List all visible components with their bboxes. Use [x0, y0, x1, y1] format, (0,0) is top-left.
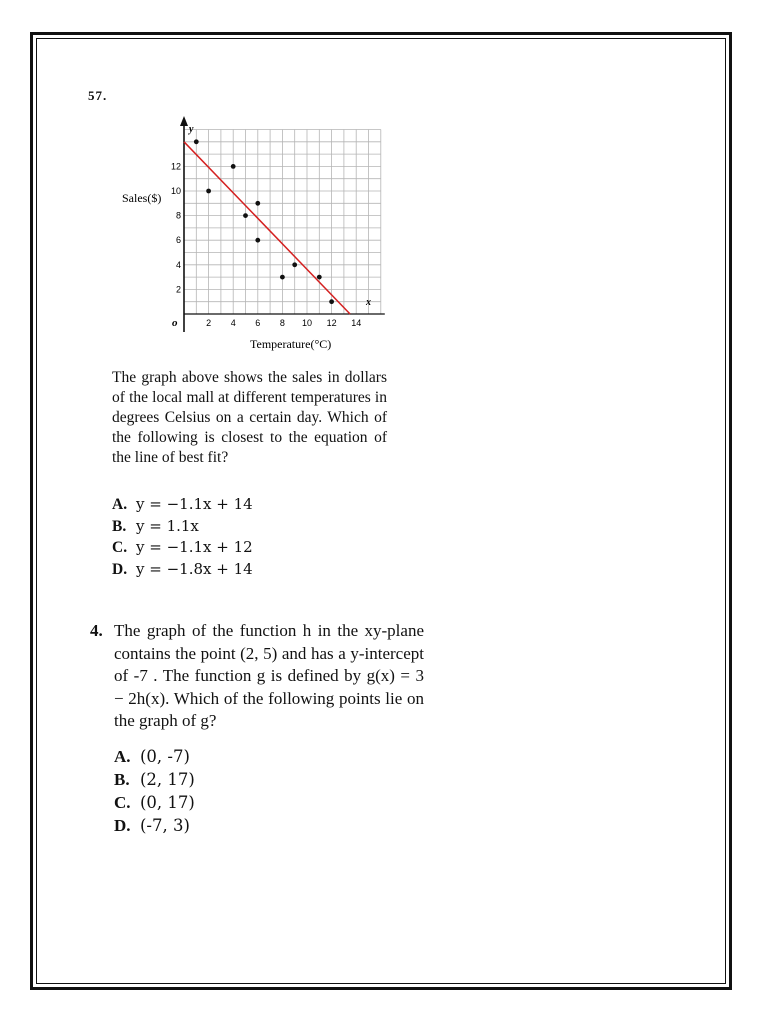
- x-tick-label: 12: [326, 318, 337, 328]
- choice-a-point: (0, -7): [140, 747, 190, 766]
- scatter-point: [292, 262, 297, 267]
- question-1-choice-c[interactable]: C. y = −1.1x + 12: [112, 538, 253, 556]
- question-2-choice-a[interactable]: A. (0, -7): [114, 747, 190, 766]
- scatter-chart: [110, 102, 390, 362]
- question-2-choices: [114, 745, 195, 837]
- chart-y-axis-label: Sales($): [122, 191, 162, 205]
- choice-d-equation: y = −1.8x + 14: [136, 559, 253, 578]
- choice-b-point: (2, 17): [140, 770, 195, 789]
- y-tick-label: 4: [175, 259, 181, 270]
- question-2-choice-b[interactable]: B. (2, 17): [114, 770, 195, 789]
- choice-b-equation: y = 1.1x: [136, 516, 199, 535]
- scatter-point: [255, 238, 260, 243]
- scatter-point: [231, 164, 236, 169]
- scatter-point: [280, 275, 285, 280]
- x-tick-label: 14: [351, 318, 362, 328]
- scatter-point: [194, 139, 199, 144]
- scatter-point: [317, 275, 322, 280]
- chart-origin-label: o: [172, 317, 178, 329]
- y-tick-label: 8: [175, 210, 181, 221]
- x-tick-label: 4: [230, 318, 236, 328]
- question-1-choice-b[interactable]: B. y = 1.1x: [112, 516, 199, 535]
- question-1-choice-a[interactable]: A. y = −1.1x + 14: [112, 495, 253, 513]
- scatter-point: [243, 213, 248, 218]
- y-axis-arrow: [180, 116, 188, 126]
- choice-c-point: (0, 17): [140, 793, 195, 812]
- y-tick-label: 6: [175, 235, 181, 246]
- question-2-choice-c[interactable]: C. (0, 17): [114, 793, 195, 812]
- choice-a-equation: y = −1.1x + 14: [136, 495, 253, 513]
- choice-c-equation: y = −1.1x + 12: [136, 538, 253, 556]
- y-tick-label: 12: [170, 161, 181, 172]
- scatter-point: [206, 189, 211, 194]
- question-2-number: 4.: [90, 621, 103, 640]
- scatter-point: [329, 299, 334, 304]
- x-tick-label: 2: [206, 318, 212, 328]
- choice-d-point: (-7, 3): [140, 816, 190, 835]
- y-tick-label: 2: [175, 284, 181, 295]
- chart-points: [194, 139, 334, 304]
- chart-x-axis-label: Temperature(°C): [250, 337, 332, 351]
- question-1-choice-d[interactable]: D. y = −1.8x + 14: [112, 559, 253, 578]
- question-1-text: The graph above shows the sales in dollars of the local mall at different temperatures in degrees Celsius on a certain day. Which of the following is closest to the equation of the line of best fit?: [112, 369, 387, 466]
- scatter-point: [255, 201, 260, 206]
- x-tick-label: 10: [301, 318, 313, 328]
- question-1-choices: [112, 494, 253, 580]
- chart-y-axis-symbol: y: [189, 124, 194, 135]
- question-number-top: 57.: [88, 88, 108, 103]
- question-2-choice-d[interactable]: D. (-7, 3): [114, 816, 190, 835]
- question-2-text: The graph of the function h in the xy-plane contains the point (2, 5) and has a y-intercept of -7 . The function g is defined by g(x) = 3 − 2h(x). Which of the following points lie on the graph of g?: [114, 621, 424, 730]
- x-tick-label: 6: [255, 318, 261, 328]
- y-tick-label: 10: [170, 186, 181, 196]
- chart-grid: [184, 130, 381, 315]
- chart-x-axis-symbol: x: [366, 297, 371, 308]
- x-tick-label: 8: [279, 318, 285, 328]
